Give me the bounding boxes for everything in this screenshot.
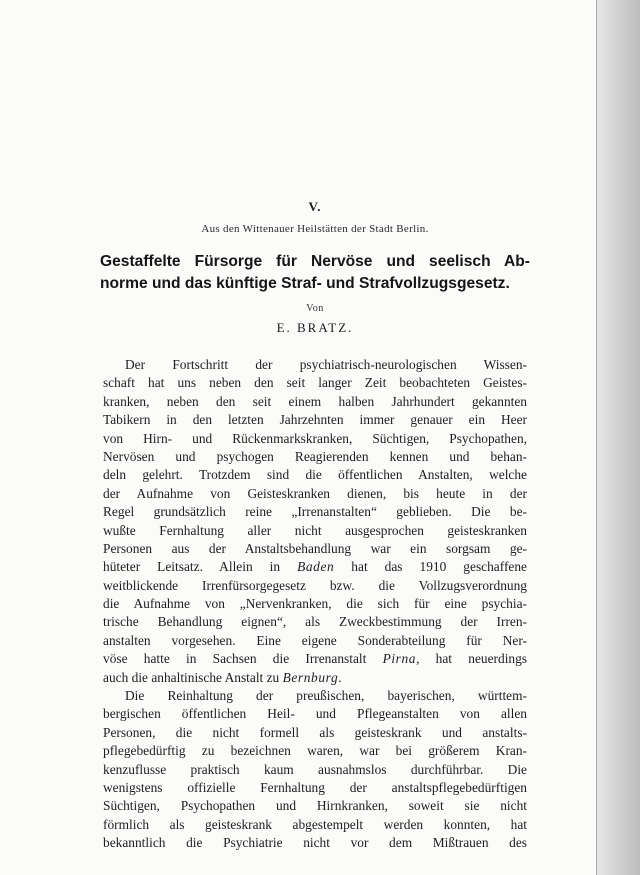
text-segment: auch die anhaltinische Anstalt zu (103, 669, 283, 685)
text-line: Regel grundsätzlich reine „Irrenanstalten“ geblieben. Die be- (103, 504, 527, 520)
text-line: Tabikern in den letzten Jahrzehnten immer genauer ein Heer (103, 412, 527, 428)
page-edge-line (596, 0, 597, 875)
text-line: bekanntlich die Psychiatrie nicht vor dem Mißtrauen des (103, 835, 527, 851)
text-line: von Hirn- und Rückenmarkskranken, Süchtigen, Psychopathen, (103, 430, 527, 446)
text-line: anstalten vorgesehen. Eine eigene Sonderabteilung für Ner- (103, 632, 527, 648)
text-line: pflegebedürftig zu bezeichnen waren, war bei größerem Kran- (103, 743, 527, 759)
text-line: Personen, die nicht formell als geisteskrank und anstalts- (103, 724, 527, 740)
text-line: kenzuflusse praktisch kaum ausnahmslos durchführbar. Die (103, 761, 527, 777)
text-segment: hüteter Leitsatz. Allein in (103, 559, 298, 575)
text-line: Süchtigen, Psychopathen und Hirnkranken, soweit sie nicht (103, 798, 527, 814)
institution-line: Aus den Wittenauer Heilstätten der Stadt Berlin. (201, 223, 429, 235)
text-line (103, 558, 527, 576)
text-line: Die Reinhaltung der preußischen, bayerischen, württem- (125, 688, 527, 704)
text-line: deln gelehrt. Trotzdem sind die öffentlichen Anstalten, welche (103, 467, 527, 483)
text-line: Personen aus der Anstaltsbehandlung war ein sorgsam ge- (103, 540, 527, 556)
place-name-bernburg: Bernburg (282, 669, 339, 685)
article-title (100, 251, 530, 295)
text-line: schaft hat uns neben den seit langer Zeit beobachteten Geistes- (103, 375, 527, 391)
text-segment: hat das 1910 geschaffene (334, 559, 527, 575)
text-segment: . (338, 669, 342, 685)
text-line: weitblickende Irrenfürsorgegesetz bzw. die Vollzugsverordnung (103, 577, 527, 593)
text-line: förmlich als geisteskrank abgestempelt werden konnten, hat (103, 816, 527, 832)
text-line: Nervösen und psychogen Reagierenden kennen und behan- (103, 448, 527, 464)
body-text (103, 356, 527, 853)
text-segment: , hat neuerdings (416, 651, 528, 667)
author-name: E. BRATZ. (276, 320, 354, 335)
text-line: Der Fortschritt der psychiatrisch-neurologischen Wissen- (125, 357, 527, 372)
text-line: die Aufnahme von „Nervenkranken, die sich für eine psychia- (103, 596, 527, 612)
title-line-1: Gestaffelte Fürsorge für Nervöse und seelisch Ab- (100, 253, 530, 270)
text-line: trische Behandlung eignen“, als Zweckbestimmung der Irren- (103, 614, 527, 630)
text-line (103, 650, 527, 668)
text-segment: vöse hatte in Sachsen die Irrenanstalt (103, 651, 383, 667)
text-line: wußte Fernhaltung aller nicht ausgesprochen geisteskranken (103, 522, 527, 538)
chapter-number: V. (308, 199, 322, 214)
place-name-baden: Baden (297, 559, 335, 575)
page-edge-shadow (596, 0, 640, 875)
place-name-pirna: Pirna (382, 651, 417, 667)
text-line: der Aufnahme von Geisteskranken dienen, bis heute in der (103, 485, 527, 501)
text-line: wenigstens offizielle Fernhaltung der anstaltspflegebedürftigen (103, 779, 527, 795)
byline-von: Von (306, 303, 324, 314)
text-line (103, 669, 527, 687)
text-line: kranken, neben den seit einem halben Jahrhundert gekannten (103, 393, 527, 409)
text-line: bergischen öffentlichen Heil- und Pflegeanstalten von allen (103, 706, 527, 722)
title-line-2: norme und das künftige Straf- und Strafvollzugsgesetz. (100, 275, 510, 292)
